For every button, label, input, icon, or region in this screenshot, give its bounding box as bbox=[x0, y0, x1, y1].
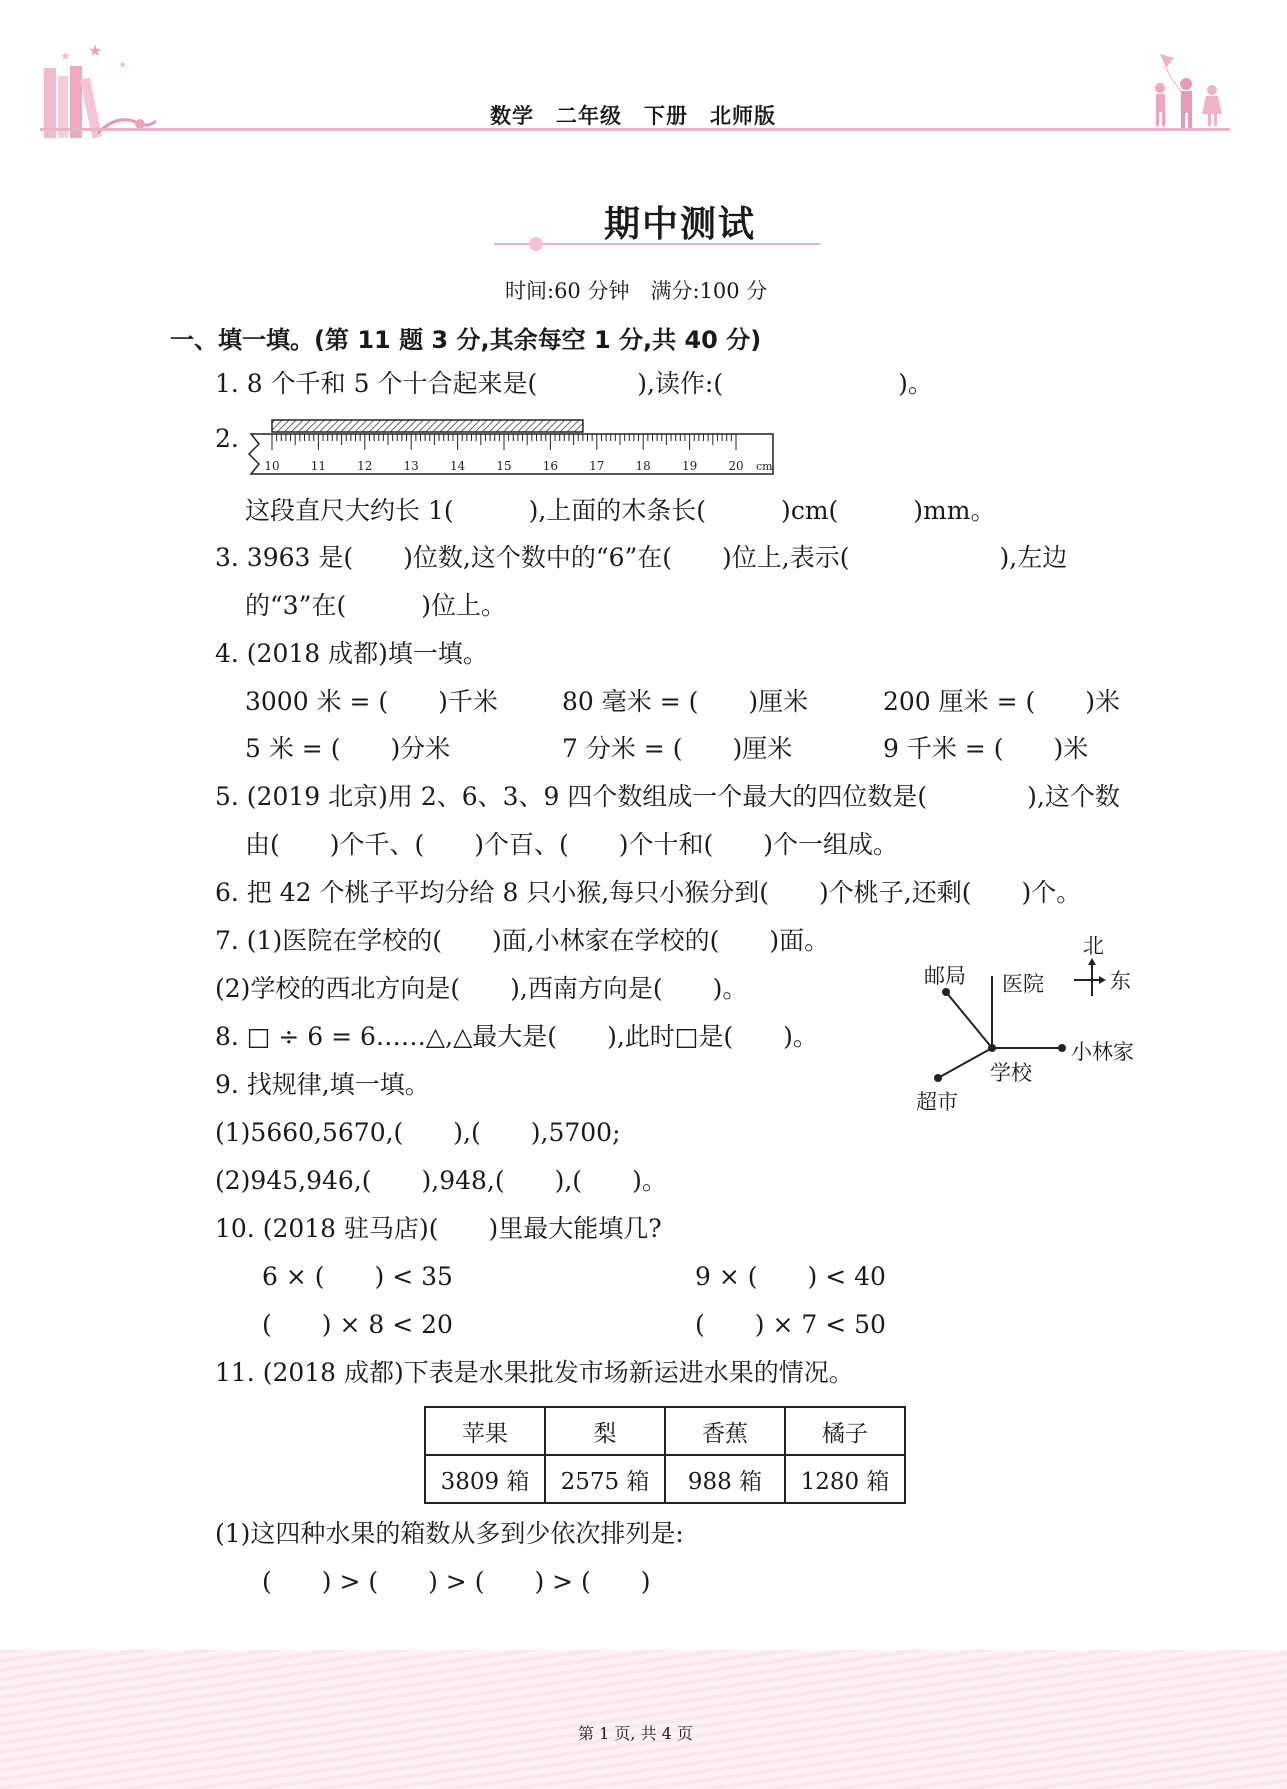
svg-text:★: ★ bbox=[88, 41, 103, 60]
ruler-label: 16 bbox=[542, 459, 559, 473]
ruler-label: 12 bbox=[357, 459, 373, 473]
ruler-label: 20 bbox=[728, 459, 744, 473]
table-header-cell: 香蕉 bbox=[665, 1407, 785, 1455]
table-cell: 1280 箱 bbox=[785, 1455, 905, 1503]
question-11-answer: ( ) > ( ) > ( ) > ( ) bbox=[262, 1567, 651, 1596]
question-9: 9. 找规律,填一填。 bbox=[215, 1070, 430, 1099]
question-5-line1: 5. (2019 北京)用 2、6、3、9 四个数组成一个最大的四位数是( ),这个数 bbox=[215, 782, 1120, 811]
ruler-figure bbox=[245, 414, 775, 478]
svg-text:★: ★ bbox=[118, 60, 127, 71]
q4-item: 200 厘米 = ( )米 bbox=[883, 687, 1121, 716]
question-3-line1: 3. 3963 是( )位数,这个数中的“6”在( )位上,表示( ),左边 bbox=[215, 543, 1068, 572]
question-1: 1. 8 个千和 5 个十合起来是( ),读作:( )。 bbox=[215, 369, 933, 398]
map-label-home: 小林家 bbox=[1071, 1040, 1134, 1064]
map-label-market: 超市 bbox=[916, 1090, 958, 1114]
map-label-east: 东 bbox=[1110, 969, 1131, 993]
q10-item: 9 × ( ) < 40 bbox=[695, 1262, 886, 1291]
svg-text:★: ★ bbox=[60, 49, 71, 63]
q10-item: ( ) × 8 < 20 bbox=[262, 1310, 453, 1339]
table-cell: 2575 箱 bbox=[545, 1455, 665, 1503]
q10-item: ( ) × 7 < 50 bbox=[695, 1310, 886, 1339]
q4-item: 3000 米 = ( )千米 bbox=[245, 687, 498, 716]
fruit-table bbox=[424, 1406, 906, 1504]
footer-band bbox=[0, 1650, 1287, 1789]
question-10: 10. (2018 驻马店)( )里最大能填几? bbox=[215, 1214, 662, 1243]
header-divider bbox=[40, 128, 1230, 131]
question-3-line2: 的“3”在( )位上。 bbox=[245, 591, 506, 620]
question-9-part2: (2)945,946,( ),948,( ),( )。 bbox=[215, 1166, 667, 1195]
q4-item: 80 毫米 = ( )厘米 bbox=[562, 687, 809, 716]
question-7-part1: 7. (1)医院在学校的( )面,小林家在学校的( )面。 bbox=[215, 926, 830, 955]
ruler-label: 11 bbox=[310, 459, 327, 473]
question-6: 6. 把 42 个桃子平均分给 8 只小猴,每只小猴分到( )个桃子,还剩( )个。 bbox=[215, 878, 1082, 907]
compass-icon bbox=[1072, 958, 1106, 998]
map-label-post: 邮局 bbox=[924, 964, 966, 988]
ruler-label: 14 bbox=[449, 459, 466, 473]
books-logo-icon bbox=[38, 38, 158, 148]
header-title: 数学 二年级 下册 北师版 bbox=[490, 103, 776, 128]
table-cell: 988 箱 bbox=[665, 1455, 785, 1503]
question-4: 4. (2018 成都)填一填。 bbox=[215, 639, 488, 668]
question-2-number: 2. bbox=[215, 424, 239, 453]
ruler-unit: cm bbox=[756, 460, 773, 473]
page-number: 第 1 页, 共 4 页 bbox=[578, 1724, 693, 1743]
table-cell: 3809 箱 bbox=[425, 1455, 545, 1503]
ruler-label: 10 bbox=[264, 459, 280, 473]
ruler-label: 17 bbox=[589, 459, 605, 473]
question-9-part1: (1)5660,5670,( ),( ),5700; bbox=[215, 1118, 621, 1147]
question-5-line2: 由( )个千、( )个百、( )个十和( )个一组成。 bbox=[245, 830, 899, 859]
q4-item: 7 分米 = ( )厘米 bbox=[562, 734, 793, 763]
title-underline bbox=[494, 236, 820, 252]
section-heading: 一、填一填。(第 11 题 3 分,其余每空 1 分,共 40 分) bbox=[170, 326, 762, 354]
map-label-school: 学校 bbox=[990, 1061, 1032, 1085]
ruler-label: 18 bbox=[635, 459, 651, 473]
question-2-text: 这段直尺大约长 1( ),上面的木条长( )cm( )mm。 bbox=[245, 496, 996, 525]
map-label-north: 北 bbox=[1083, 934, 1104, 958]
question-8: 8. □ ÷ 6 = 6……△,△最大是( ),此时□是( )。 bbox=[215, 1022, 818, 1051]
question-11: 11. (2018 成都)下表是水果批发市场新运进水果的情况。 bbox=[215, 1358, 854, 1387]
ruler-label: 15 bbox=[496, 459, 512, 473]
question-11-part1: (1)这四种水果的箱数从多到少依次排列是: bbox=[215, 1519, 684, 1548]
table-row bbox=[425, 1455, 905, 1503]
ruler-label: 19 bbox=[681, 459, 698, 473]
table-header-cell: 苹果 bbox=[425, 1407, 545, 1455]
table-header-cell: 橘子 bbox=[785, 1407, 905, 1455]
wooden-strip bbox=[272, 420, 583, 432]
ruler-label: 13 bbox=[403, 459, 419, 473]
q4-item: 9 千米 = ( )米 bbox=[883, 734, 1089, 763]
table-header-cell: 梨 bbox=[545, 1407, 665, 1455]
q10-item: 6 × ( ) < 35 bbox=[262, 1262, 453, 1291]
exam-title: 期中测试 bbox=[604, 203, 757, 245]
exam-meta: 时间:60 分钟 满分:100 分 bbox=[505, 279, 768, 303]
q4-item: 5 米 = ( )分米 bbox=[245, 734, 451, 763]
map-label-hospital: 医院 bbox=[1002, 972, 1044, 996]
question-7-part2: (2)学校的西北方向是( ),西南方向是( )。 bbox=[215, 974, 748, 1003]
kids-kite-icon bbox=[1140, 48, 1240, 130]
table-header-row bbox=[425, 1407, 905, 1455]
